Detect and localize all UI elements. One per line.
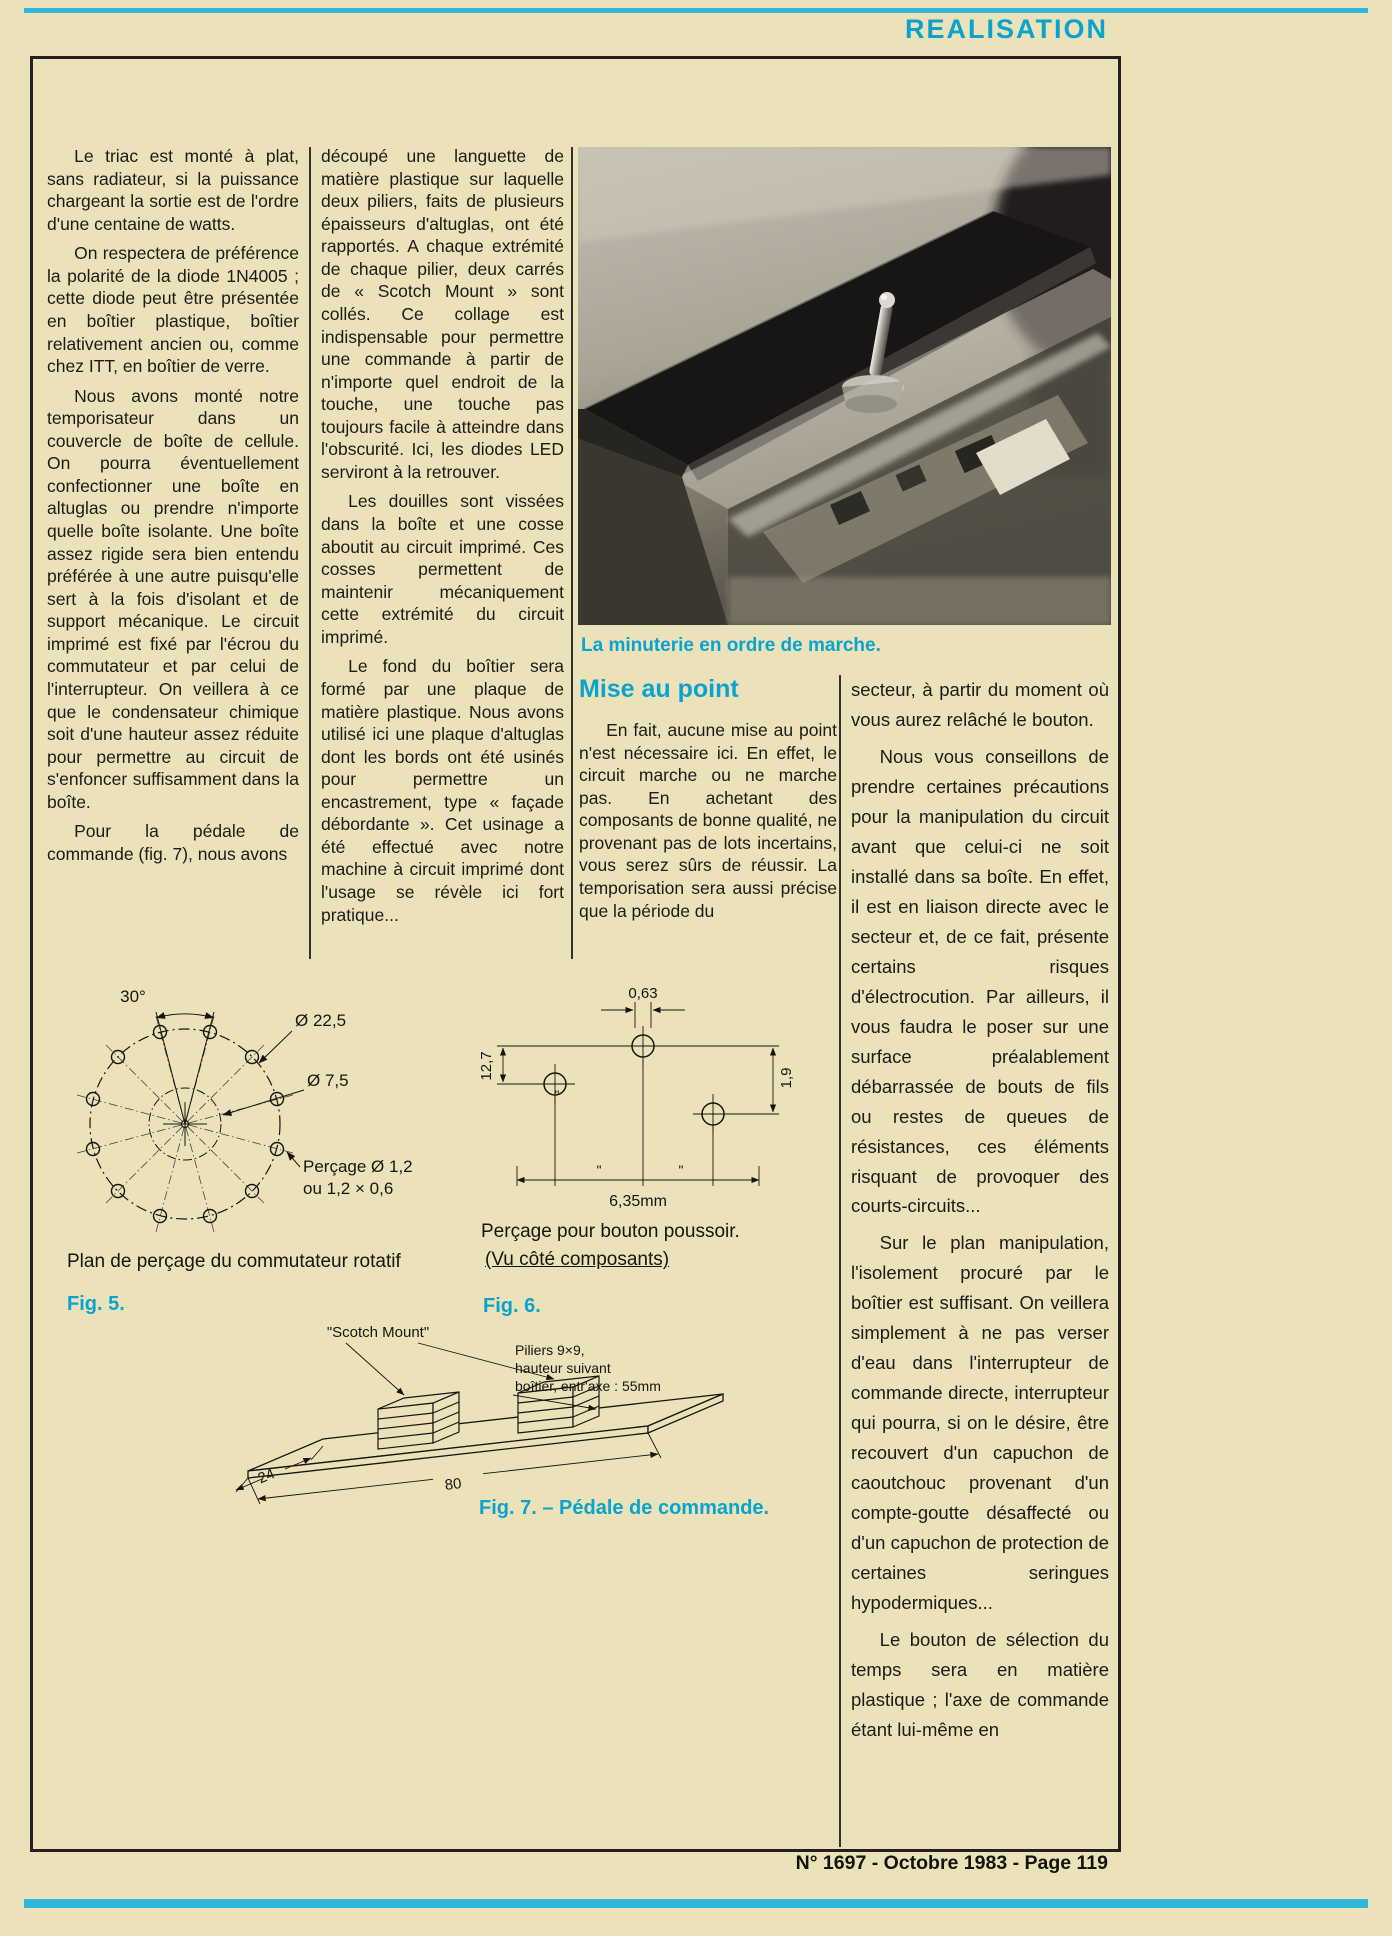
paragraph: Nous vous conseillons de prendre certaines précautions pour la manipulation du circuit avant que celui-ci ne soit installé dans sa boîte. En effet, il est en liaison directe avec le secteur et, de ce fait, présente certains risques d'électrocution. Par ailleurs, il vous faudra le poser sur une surface préalablement débarrassée de bouts de fils ou restes de queues de résistances, ces éléments risquant de provoquer des courts-circuits... xyxy=(851,745,1109,1217)
device-photo xyxy=(578,147,1111,625)
fig7-drawing xyxy=(228,1321,773,1506)
column-divider xyxy=(309,147,311,959)
top-accent-bar xyxy=(24,8,1368,13)
fig5-tag: Fig. 5. xyxy=(67,1293,125,1315)
paragraph: Pour la pédale de commande (fig. 7), nous avons xyxy=(47,821,299,864)
fig6-dim-bottom: 6,35mm xyxy=(609,1193,667,1210)
paragraph: On respectera de préférence la polarité de la diode 1N4005 ; cette diode peut être présentée en boîtier plastique, boîtier relativement ancien ou, comme chez ITT, en boîtier de verre. xyxy=(47,243,299,377)
text-column-3 xyxy=(579,719,837,929)
bottom-accent-bar xyxy=(24,1899,1368,1908)
content-frame xyxy=(30,56,1121,1852)
photo-caption: La minuterie en ordre de marche. xyxy=(581,635,881,656)
fig6-caption-line2: (Vu côté composants) xyxy=(485,1249,670,1270)
fig7-dim-length: 80 xyxy=(443,1475,463,1494)
paragraph: En fait, aucune mise au point n'est nécessaire ici. En effet, le circuit marche ou ne marche pas. En achetant des composants de bonne qualité, ne provenant pas de lots incertains, vous serez sûrs de réussir. La temporisation sera aussi précise que la période du xyxy=(579,720,837,921)
fig7-piliers-line1: Piliers 9×9, xyxy=(515,1342,585,1358)
fig6-caption-line1: Perçage pour bouton poussoir. xyxy=(481,1221,740,1242)
fig7-tag: Fig. 7. – Pédale de commande. xyxy=(479,1497,770,1519)
fig6-tag: Fig. 6. xyxy=(483,1295,541,1317)
text-column-4 xyxy=(851,675,1109,1752)
fig5-caption: Plan de perçage du commutateur rotatif xyxy=(67,1251,401,1272)
fig6-dim-left: 12,7 xyxy=(478,1051,495,1081)
fig5-angle-label: 30° xyxy=(120,987,146,1006)
fig7-piliers-line2: hauteur suivant xyxy=(515,1360,611,1376)
text-column-1 xyxy=(47,145,299,872)
fig6-dim-right: 1,9 xyxy=(778,1067,795,1089)
paragraph: Sur le plan manipulation, l'isolement procuré par le boîtier est suffisant. On veillera simplement à ne pas verser d'eau dans l'interrupteur de commande directe, interrupteur qui pourra, si on le désire, être recouvert d'un capuchon de caoutchouc provenant d'un compte-goutte désaffecté ou d'un capuchon de protection de certaines seringues hypodermiques... xyxy=(851,1232,1109,1614)
column-divider xyxy=(839,675,841,1847)
column-divider xyxy=(571,147,573,959)
page-header: REALISATION xyxy=(905,14,1108,44)
fig5-drill-label-2: ou 1,2 × 0,6 xyxy=(303,1179,394,1198)
fig6-ditto-mark: " xyxy=(554,1087,560,1103)
fig6-ditto-mark: " xyxy=(596,1162,602,1178)
paragraph: secteur, à partir du moment où vous aurez relâché le bouton. xyxy=(851,679,1109,730)
fig6-ditto-mark: " xyxy=(678,1162,684,1178)
fig5-drill-label-1: Perçage Ø 1,2 xyxy=(303,1157,413,1176)
dimension-lines xyxy=(497,1002,779,1186)
fig5-drawing xyxy=(45,976,425,1248)
drill-holes xyxy=(544,1035,724,1125)
fig7-piliers-line3: boîtier, entr'axe : 55mm xyxy=(515,1378,661,1394)
fig5-inner-diameter-label: Ø 7,5 xyxy=(307,1071,349,1090)
paragraph: Le fond du boîtier sera formé par une plaque de matière plastique. Nous avons utilisé ici une plaque d'altuglas dont les bords ont été usinés pour permettre un encastrement, type « façade débordante ». Cet usinage a été effectué avec notre machine à circuit imprimé dont l'usage se révèle ici fort pratique... xyxy=(321,656,564,925)
fig5-outer-diameter-label: Ø 22,5 xyxy=(295,1011,347,1030)
fig6-drawing xyxy=(473,984,803,1214)
paragraph: Nous avons monté notre temporisateur dans un couvercle de boîte de cellule. On pourra éventuellement confectionner une boîte en altuglas ou prendre n'importe quelle boîte isolante. Une boîte assez rigide sera bien entendu préférée à une autre puisqu'elle sert à la fois d'isolant et de support mécanique. Le circuit imprimé est fixé par l'écrou du commutateur et par celui de l'interrupteur. On veillera à ce que le condensateur chimique soit d'une hauteur assez réduite pour permettre au circuit de s'enfoncer suffisamment dans la boîte. xyxy=(47,385,299,812)
section-heading: Mise au point xyxy=(579,675,739,703)
paragraph: Le triac est monté à plat, sans radiateur, si la puissance chargeant la sortie est de l'ordre d'une centaine de watts. xyxy=(47,146,299,234)
page-footer: N° 1697 - Octobre 1983 - Page 119 xyxy=(795,1852,1108,1874)
text-column-2 xyxy=(321,145,564,933)
paragraph: Le bouton de sélection du temps sera en matière plastique ; l'axe de commande étant lui-même en xyxy=(851,1629,1109,1740)
paragraph: découpé une languette de matière plastique sur laquelle deux piliers, faits de plusieurs épaisseurs d'altuglas, ont été rapportés. A chaque extrémité de chaque pilier, deux carrés de « Scotch Mount » sont collés. Ce collage est indispensable pour permettre une commande à partir de n'importe quel endroit de la touche, une touche pas toujours facile à atteindre dans l'obscurité. Ici, les diodes LED serviront à la retrouver. xyxy=(321,146,564,482)
fig7-scotch-label: "Scotch Mount" xyxy=(326,1324,430,1341)
pedal-plate xyxy=(248,1394,723,1478)
fig6-dim-top: 0,63 xyxy=(628,985,658,1002)
fig7-dim-width: 24 xyxy=(255,1465,278,1488)
paragraph: Les douilles sont vissées dans la boîte et une cosse aboutit au circuit imprimé. Ces cosses permettent de maintenir mécaniquement cette extrémité du circuit imprimé. xyxy=(321,491,564,647)
